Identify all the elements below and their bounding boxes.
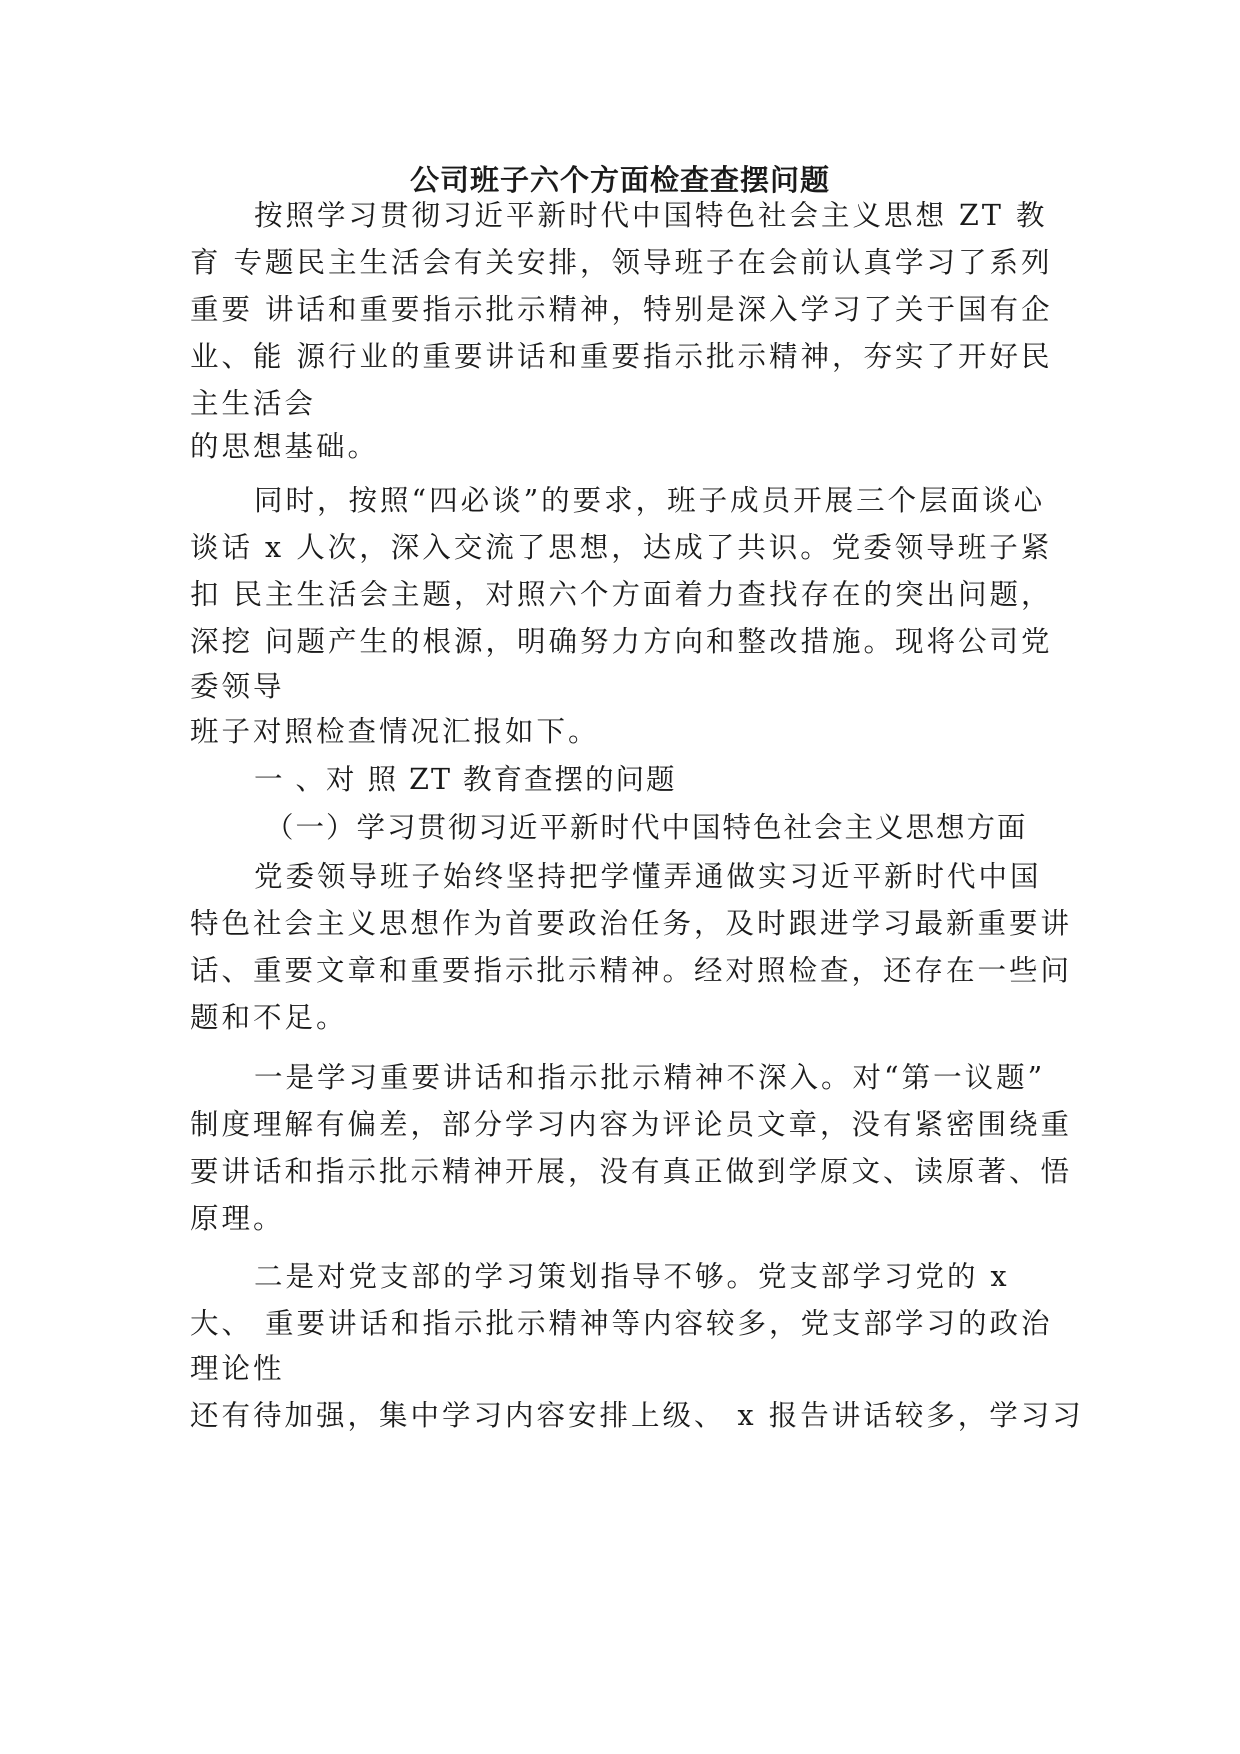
paragraph-line: 班子对照检查情况汇报如下。: [190, 715, 600, 748]
paragraph-line: 党委领导班子始终坚持把学懂弄通做实习近平新时代中国: [254, 860, 1042, 893]
paragraph-line: 大、 重要讲话和指示批示精神等内容较多，党支部学习的政治: [190, 1307, 1053, 1340]
section-heading: 一 、对 照 ZT 教育查摆的问题: [254, 763, 677, 796]
paragraph-line: 要讲话和指示批示精神开展，没有真正做到学原文、读原著、悟: [190, 1155, 1073, 1188]
document-title: 公司班子六个方面检查查摆问题: [409, 163, 830, 197]
paragraph-line: 重要 讲话和重要指示批示精神，特别是深入学习了关于国有企: [190, 293, 1053, 326]
paragraph-line: 一是学习重要讲话和指示批示精神不深入。对“第一议题”: [254, 1061, 1046, 1094]
paragraph-line: 题和不足。: [190, 1001, 348, 1034]
paragraph-line: 委领导: [190, 670, 285, 703]
paragraph-line: 的思想基础。: [190, 430, 380, 463]
paragraph-line: 二是对党支部的学习策划指导不够。党支部学习党的 x: [254, 1260, 1010, 1293]
paragraph-line: 育 专题民主生活会有关安排，领导班子在会前认真学习了系列: [190, 246, 1053, 279]
paragraph-line: 理论性: [190, 1352, 285, 1385]
paragraph-line: 原理。: [190, 1202, 285, 1235]
paragraph-line: 扣 民主生活会主题，对照六个方面着力查找存在的突出问题，: [190, 578, 1053, 611]
paragraph-line: 主生活会: [190, 387, 317, 420]
paragraph-line: 制度理解有偏差，部分学习内容为评论员文章，没有紧密围绕重: [190, 1108, 1073, 1141]
paragraph-line: 按照学习贯彻习近平新时代中国特色社会主义思想 ZT 教: [254, 199, 1048, 232]
paragraph-line: 谈话 x 人次，深入交流了思想，达成了共识。党委领导班子紧: [190, 531, 1053, 564]
paragraph-line: 还有待加强，集中学习内容安排上级、 x 报告讲话较多，学习习: [190, 1399, 1084, 1432]
paragraph-line: 特色社会主义思想作为首要政治任务，及时跟进学习最新重要讲: [190, 907, 1073, 940]
paragraph-line: 深挖 问题产生的根源，明确努力方向和整改措施。现将公司党: [190, 625, 1053, 658]
paragraph-line: 业、能 源行业的重要讲话和重要指示批示精神，夯实了开好民: [190, 340, 1053, 373]
subsection-heading: （一）学习贯彻习近平新时代中国特色社会主义思想方面: [265, 811, 1028, 844]
paragraph-line: 同时，按照“四必谈”的要求，班子成员开展三个层面谈心: [254, 484, 1046, 517]
paragraph-line: 话、重要文章和重要指示批示精神。经对照检查，还存在一些问: [190, 954, 1073, 987]
